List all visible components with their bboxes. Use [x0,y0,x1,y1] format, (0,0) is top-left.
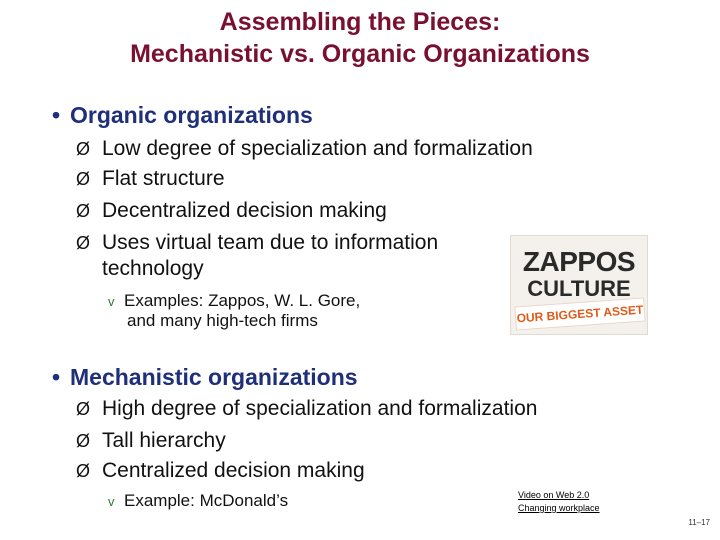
organic-example-continued [127,310,318,331]
arrow-bullet-icon: Ø [76,201,91,221]
diamond-bullet-icon: v [108,294,115,309]
organic-point-text: Uses virtual team due to information [102,231,439,254]
mechanistic-example-text: Example: McDonald’s [124,491,289,510]
page-number: 11–17 [688,518,710,527]
title-line-1: Assembling the Pieces: [219,8,501,36]
organic-point-continued [102,257,204,281]
arrow-bullet-icon: Ø [76,399,91,419]
mechanistic-example [108,490,288,512]
organic-point [76,231,438,255]
arrow-bullet-icon: Ø [76,461,91,481]
mechanistic-point [76,429,226,453]
logo-line-2: CULTURE [527,276,631,301]
title-line-2: Mechanistic vs. Organic Organizations [130,40,590,68]
organic-point [76,137,533,161]
bullet-icon: • [52,102,61,128]
logo-line-1: ZAPPOS [522,246,636,277]
arrow-bullet-icon: Ø [76,233,91,253]
bullet-icon: • [52,364,61,390]
organic-point-text: Low degree of specialization and formalization [102,137,533,160]
organic-point-text: Decentralized decision making [102,199,387,222]
diamond-bullet-icon: v [108,494,115,509]
slide-title [0,6,720,70]
organic-example-text: and many high-tech firms [127,311,318,330]
organic-heading-text: Organic organizations [70,102,313,128]
zappos-culture-logo [510,235,648,335]
video-link[interactable]: Video on Web 2.0 [518,490,590,500]
organic-point-text: technology [102,257,204,280]
organic-point [76,199,387,223]
organic-point-text: Flat structure [102,167,225,190]
organic-example [108,290,360,312]
organic-example-text: Examples: Zappos, W. L. Gore, [124,291,361,310]
arrow-bullet-icon: Ø [76,139,91,159]
mechanistic-point [76,459,365,483]
mechanistic-heading [52,364,358,391]
logo-tagline: OUR BIGGEST ASSET [514,297,645,330]
mechanistic-point-text: Tall hierarchy [102,429,226,452]
arrow-bullet-icon: Ø [76,431,91,451]
organic-heading [52,102,313,129]
mechanistic-heading-text: Mechanistic organizations [70,364,358,390]
changing-workplace-link[interactable]: Changing workplace [518,503,600,513]
mechanistic-point-text: Centralized decision making [102,459,365,482]
organic-point [76,167,225,191]
mechanistic-point [76,397,537,421]
arrow-bullet-icon: Ø [76,169,91,189]
mechanistic-point-text: High degree of specialization and formalization [102,397,538,420]
